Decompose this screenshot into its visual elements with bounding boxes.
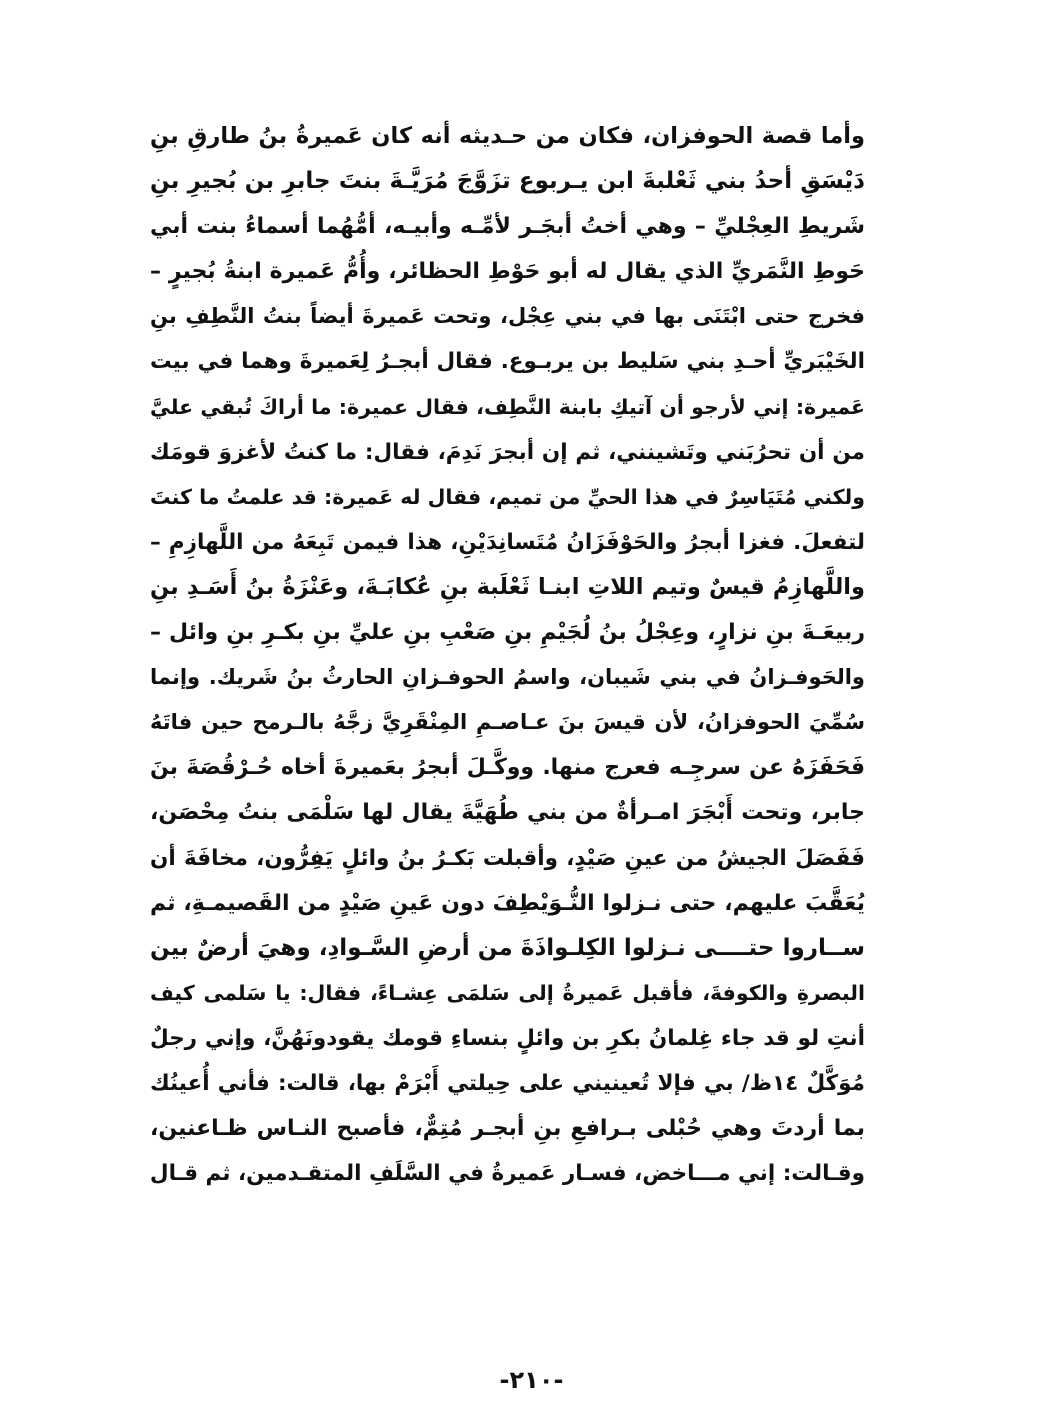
text-line: دَيْسَقِ أحدُ بني ثَعْلبةَ ابن يـربوع تزَوَّجَ مُرَيَّـةَ بنتَ جابرِ بن بُجيرِ بنِ bbox=[150, 168, 865, 195]
text-line: سُمِّيَ الحوفزانُ، لأن قيسَ بنَ عـاصـمِ المِنْقَرِيَّ زجَّهُ بالـرمح حين فاتَهُ bbox=[150, 710, 865, 735]
text-line: واللَّهازِمُ قيسٌ وتيم اللاتِ ابنـا ثَعْلَبة بنِ عُكابَـةَ، وعَنْزَةُ بنُ أَسَـدِ بنِ bbox=[150, 573, 865, 600]
text-line: ربيعَـةَ بنِ نزارٍ، وعِجْلُ بنُ لُجَيْمِ بنِ صَعْبِ بنِ عليِّ بنِ بكـرِ بنِ وائل – bbox=[150, 620, 865, 646]
text-line: جابر، وتحت أَبْجَرَ امـرأةٌ من بني طُهَيَّةَ يقال لها سَلْمَى بنتُ مِحْصَن، bbox=[150, 800, 865, 826]
text-line: ســاروا حتــــى نـزلوا الكِلـواذَةَ من أرضِ السَّـوادِ، وهيَ أرضٌ بين bbox=[150, 934, 865, 961]
text-line: مُوَكَّلٌ ١٤ظ/ بي فإلا تُعينيني على حِيلتي أَبْرَمْ بها، قالت: فأني أُعينُك bbox=[150, 1070, 865, 1096]
text-line: والحَوفـزانُ في بني شَيبان، واسمُ الحوفـزانِ الحارثُ بنُ شَريك. وإنما bbox=[150, 665, 865, 690]
text-line: عَميرة: إني لأرجو أن آتيكِ بابنة النَّطِف، فقال عميرة: ما أراكَ تُبقي عليَّ bbox=[150, 394, 865, 419]
text-line: فَحَفَزَهُ عن سرجِـه فعرج منها. ووكَّـلَ أبجرُ بعَميرةَ أخاه حُـرْقُصَةَ بنَ bbox=[150, 755, 865, 781]
text-line: من أن تحرُبَني وتَشينني، ثم إن أبجرَ نَدِمَ، فقال: ما كنتُ لأغزوَ قومَك bbox=[150, 439, 865, 465]
text-line: فَفَصَلَ الجيشُ من عينِ صَيْدٍ، وأقبلت بَكـرُ بنُ وائلٍ يَفِرُّون، مخافَةَ أن bbox=[150, 845, 865, 871]
text-line: بما أردتَ وهي حُبْلى بـرافعِ بنِ أبجـر مُتِمٌّ، فأصبح النـاس ظـاعنين، bbox=[150, 1116, 865, 1142]
text-line: البصرةِ والكوفةَ، فأقبل عَميرةُ إلى سَلمَى عِشـاءً، فقال: يا سَلمى كيف bbox=[150, 980, 865, 1005]
text-line: ولكني مُتَيَاسِرٌ في هذا الحيِّ من تميم، فقال له عَميرة: قد علمتُ ما كنتَ bbox=[150, 484, 865, 509]
text-line: فخرج حتى ابْتَنَى بها في بني عِجْل، وتحت عَميرةَ أيضاً بنتُ النَّطِفِ بنِ bbox=[150, 304, 865, 329]
text-line: أنتِ لو قد جاء غِلمانُ بكرِ بن وائلٍ بنساءِ قومك يقودونَهُنَّ، وإني رجلٌ bbox=[150, 1025, 865, 1051]
page-number: -٢١٠- bbox=[499, 1366, 564, 1394]
text-line: الخَيْبَريِّ أحـدِ بني سَليط بن يربـوع. فقال أبجـرُ لِعَميرةَ وهما في بيت bbox=[150, 349, 865, 375]
text-line: وقـالت: إني مـــاخض، فسـار عَميرةُ في السَّلَفِ المتقـدمين، ثم قـال bbox=[150, 1161, 865, 1187]
body-text bbox=[150, 114, 865, 1196]
text-line: شَريطِ العِجْليِّ – وهي أختُ أبجَـر لأمِّـه وأبيـه، أمُّهُما أسماءُ بنت أبي bbox=[150, 214, 865, 240]
text-line: لتفعلَ. فغزا أبجرُ والحَوْفَزَانُ مُتَسانِدَيْنِ، هذا فيمن تَبِعَهُ من اللَّهازِمِ – bbox=[150, 529, 865, 555]
text-line: حَوطِ النَّمَريِّ الذي يقال له أبو حَوْطِ الحظائر، وأُمُّ عَميرة ابنةُ بُجيرٍ – bbox=[150, 259, 865, 285]
text-line: وأما قصة الحوفزان، فكان من حـديثه أنه كان عَميرةُ بنُ طارقِ بنِ bbox=[150, 123, 865, 149]
text-line: يُعَقَّبَ عليهم، حتى نـزلوا النُّـوَيْطِفَ دون عَينِ صَيْدٍ من القَصيمـةِ، ثم bbox=[150, 890, 865, 916]
